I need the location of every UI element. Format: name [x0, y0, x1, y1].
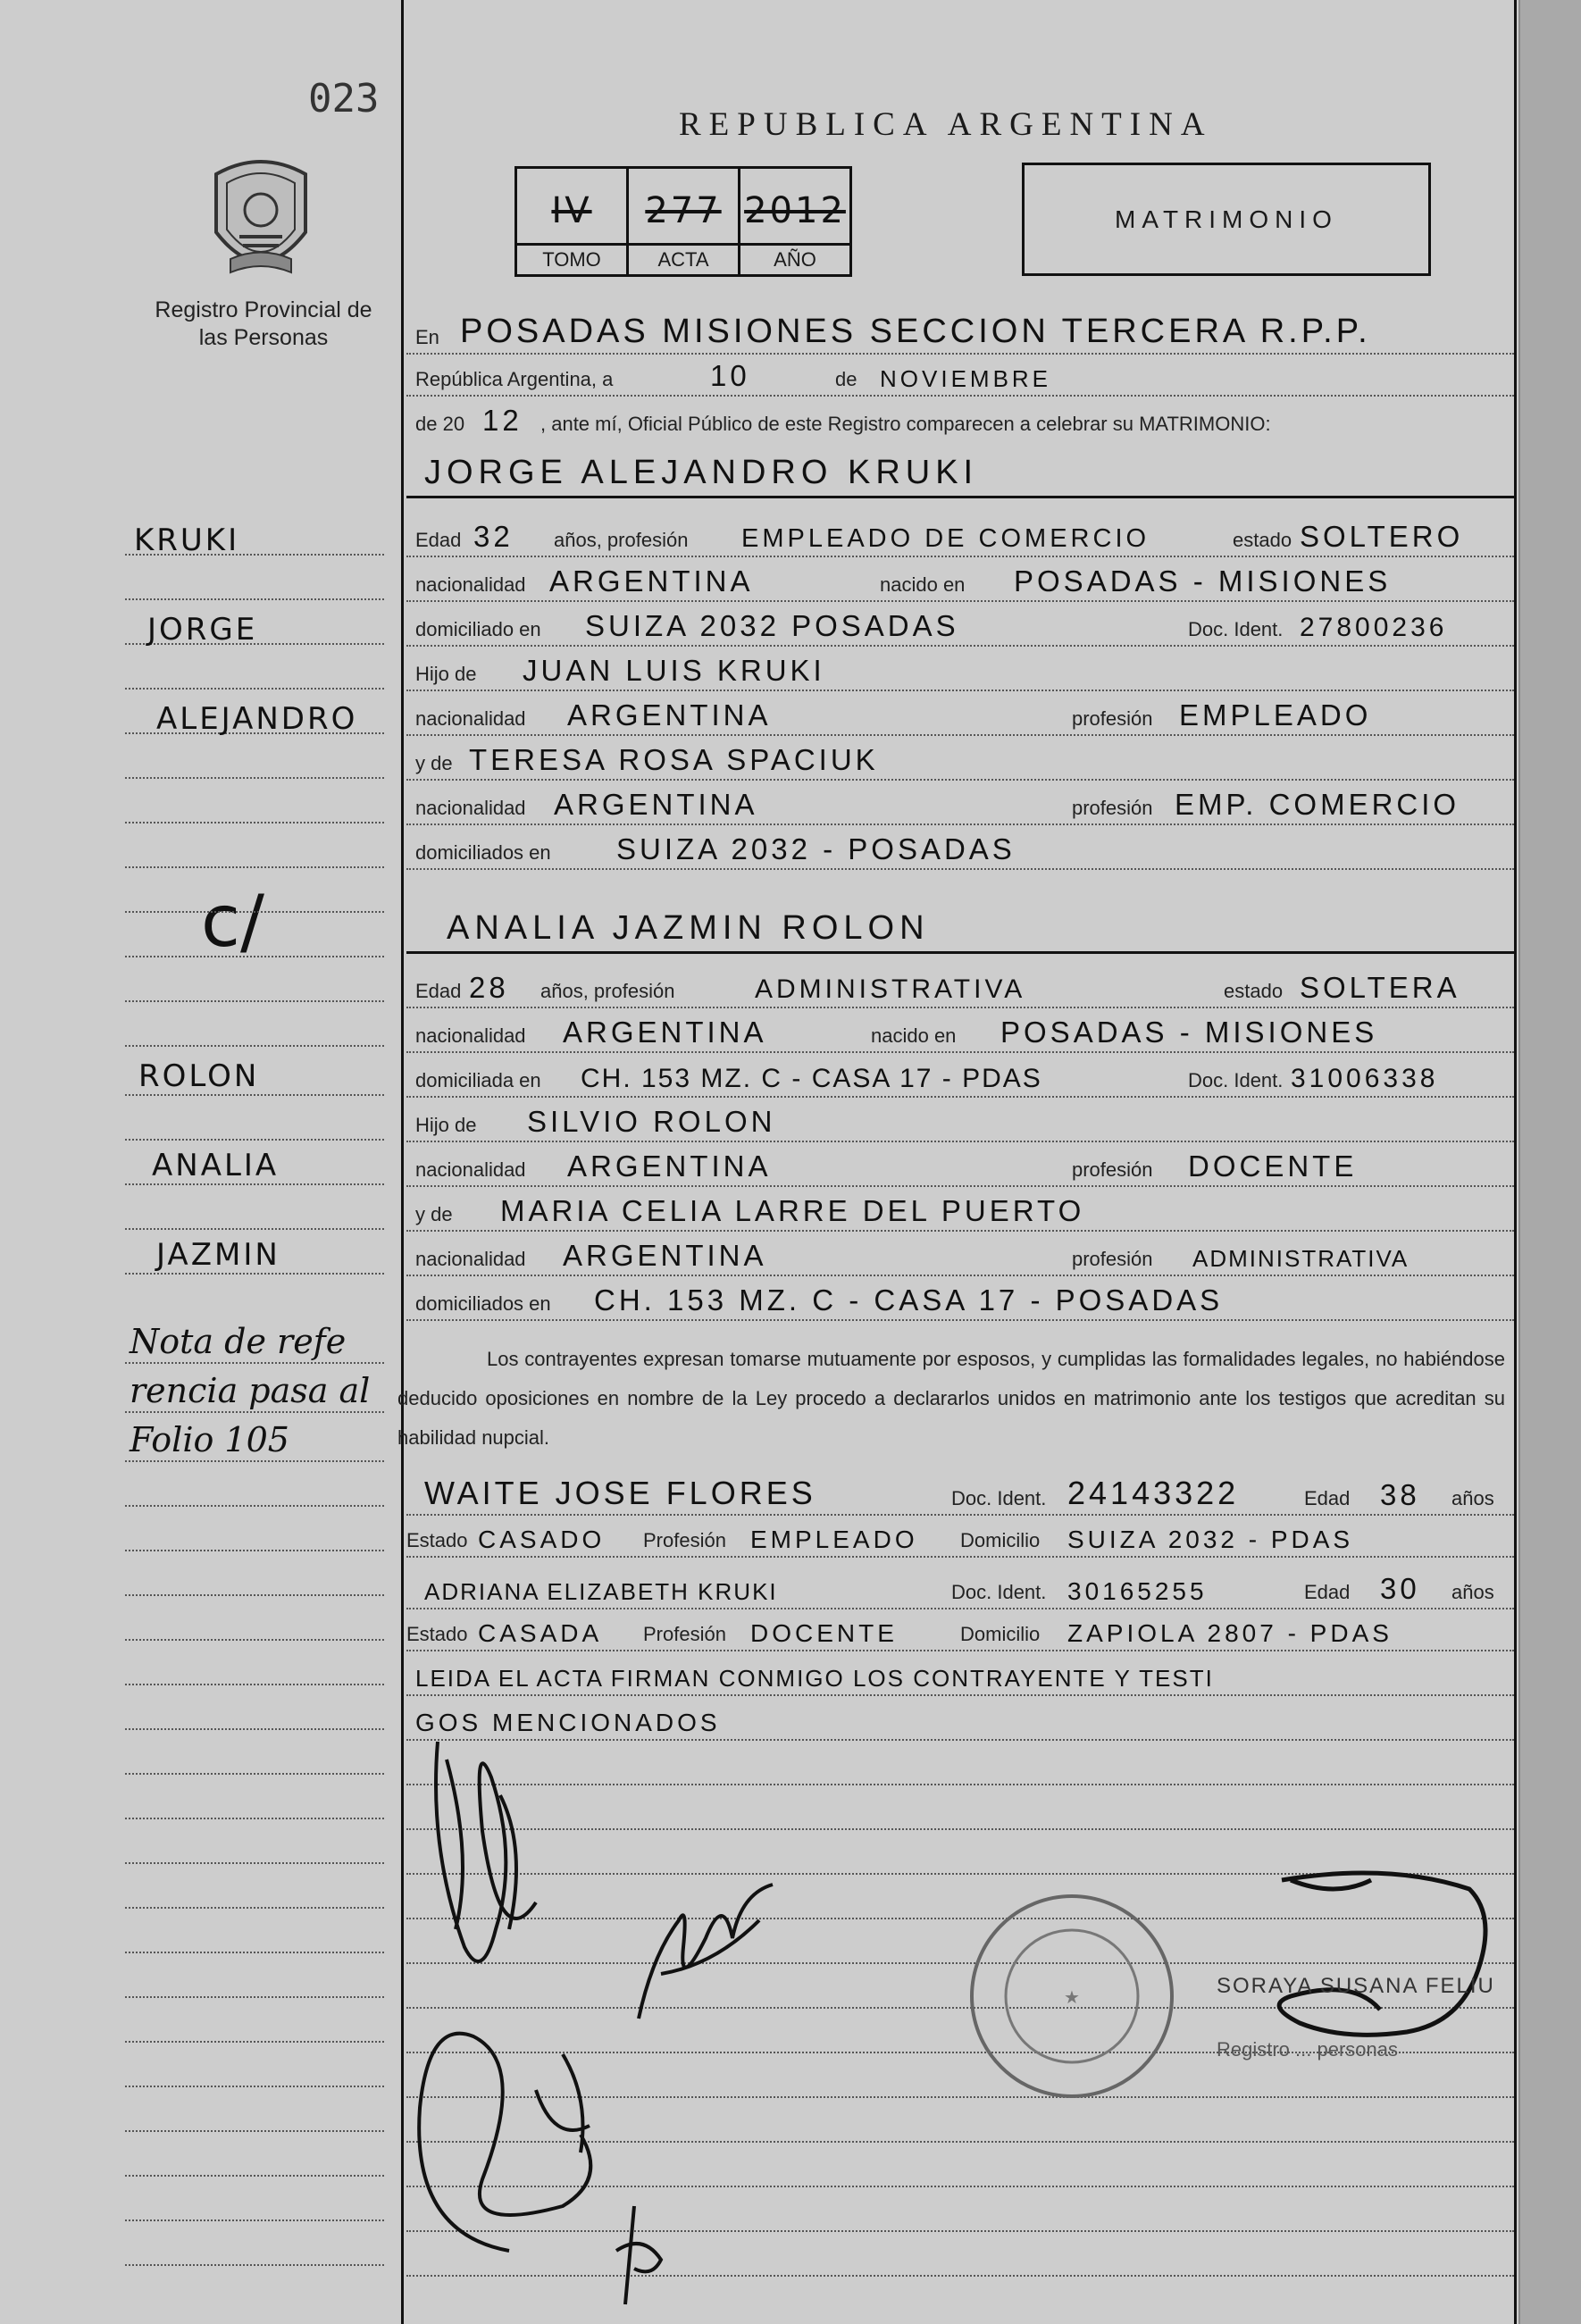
margin-line	[125, 1000, 384, 1002]
month-value: NOVIEMBRE	[880, 365, 1052, 392]
anio-label: AÑO	[740, 243, 849, 274]
margin-line	[125, 1684, 384, 1685]
bride-parents-address: CH. 153 MZ. C - CASA 17 - POSADAS	[594, 1283, 1224, 1317]
groom-name-row	[406, 442, 1514, 498]
margin-line	[125, 1952, 384, 1953]
margin-line	[125, 1045, 384, 1047]
groom-parents-address-row	[406, 831, 1514, 870]
domicilio-label: Domicilio	[960, 1623, 1041, 1645]
groom-address-row	[406, 607, 1514, 647]
bride-father-nat-row	[406, 1148, 1514, 1187]
groom-father-nationality: ARGENTINA	[567, 698, 772, 731]
place-row	[406, 308, 1514, 355]
profesion-label: años, profesión	[540, 980, 675, 1002]
witness-2-profession: DOCENTE	[750, 1619, 898, 1647]
officer-signature	[1210, 1844, 1496, 2059]
sheet-number: 023	[308, 76, 380, 121]
profesion-label: profesión	[1072, 1158, 1153, 1181]
nacionalidad-label: nacionalidad	[415, 1158, 526, 1181]
year-value: 12	[482, 404, 523, 437]
anio-value: 2012	[744, 190, 846, 231]
margin-line	[125, 1139, 384, 1141]
margin-line	[125, 1550, 384, 1551]
tomo-cell	[517, 169, 629, 274]
bride-address: CH. 153 MZ. C - CASA 17 - PDAS	[581, 1064, 1042, 1093]
witness-1-row	[406, 1469, 1514, 1516]
province-seal-icon	[204, 156, 318, 281]
note-line-3: Folio 105	[130, 1420, 289, 1459]
margin-line	[125, 911, 384, 913]
witness-2-details-row	[406, 1612, 1514, 1651]
bride-father: SILVIO ROLON	[527, 1105, 776, 1138]
bride-name-1: ANALIA	[152, 1148, 280, 1183]
groom-name-2: ALEJANDRO	[156, 701, 358, 737]
groom-full-name: JORGE ALEJANDRO KRUKI	[424, 454, 979, 491]
witness-1-profession: EMPLEADO	[750, 1526, 918, 1553]
domiciliado-label: domiciliado en	[415, 618, 541, 640]
hijo-label: Hijo de	[415, 663, 477, 685]
margin-line	[125, 1362, 384, 1364]
act-type-box: MATRIMONIO	[1022, 163, 1431, 276]
domiciliada-label: domiciliada en	[415, 1069, 541, 1091]
margin-line	[125, 1728, 384, 1730]
act-number-box	[514, 166, 852, 277]
edad-label: Edad	[415, 529, 462, 551]
page-edge	[1518, 0, 1581, 2324]
bride-doc: 31006338	[1291, 1064, 1439, 1093]
closing-text-2: GOS MENCIONADOS	[415, 1709, 721, 1736]
domiciliados-label: domiciliados en	[415, 841, 551, 864]
tomo-label: TOMO	[517, 243, 626, 274]
estado-label: Estado	[406, 1529, 468, 1551]
doc-label: Doc. Ident.	[1188, 1069, 1284, 1091]
margin-line	[125, 1228, 384, 1230]
bride-civil-status: SOLTERA	[1300, 971, 1460, 1004]
groom-father-nat-row	[406, 697, 1514, 736]
profesion-label: profesión	[1072, 707, 1153, 730]
note-line-2: rencia pasa al	[130, 1371, 371, 1410]
margin-line	[125, 866, 384, 868]
declaration-text: Los contrayentes expresan tomarse mutuamente por esposos, y cumplidas las formalidades legales, no habiéndose deducido oposiciones en nombre de la Ley procedo a declararlos unidos en matrimonio ante los testigos que acreditan su habilidad nupcial.	[397, 1348, 1505, 1449]
closing-text-1: LEIDA EL ACTA FIRMAN CONMIGO LOS CONTRAYENTE Y TESTI	[415, 1665, 1214, 1692]
blank-row	[406, 1746, 1514, 1785]
bride-name-2: JAZMIN	[156, 1237, 280, 1273]
groom-age-row	[406, 518, 1514, 557]
groom-mother-profession: EMP. COMERCIO	[1175, 788, 1460, 821]
official-stamp-icon	[965, 1889, 1179, 2103]
witness-1-address: SUIZA 2032 - PDAS	[1067, 1526, 1354, 1553]
groom-surname: KRUKI	[134, 522, 240, 558]
separator-mark: c/	[201, 880, 264, 963]
acta-value: 277	[645, 190, 722, 231]
witness-1-civil-status: CASADO	[478, 1526, 606, 1553]
country-title: REPUBLICA ARGENTINA	[679, 106, 1213, 143]
bride-mother-profession: ADMINISTRATIVA	[1192, 1245, 1410, 1272]
anio-cell	[740, 169, 849, 274]
bride-father-row	[406, 1103, 1514, 1142]
groom-birthplace: POSADAS - MISIONES	[1014, 564, 1392, 598]
edad-label: Edad	[1304, 1487, 1351, 1509]
bride-age-row	[406, 969, 1514, 1008]
initials-mark	[607, 2197, 679, 2313]
witness-2-doc: 30165255	[1067, 1577, 1208, 1605]
bride-mother-nat-row	[406, 1237, 1514, 1276]
profesion-label: Profesión	[643, 1529, 726, 1551]
right-border	[1514, 0, 1517, 2324]
bride-surname: ROLON	[138, 1058, 260, 1094]
witness-2-civil-status: CASADA	[478, 1619, 603, 1647]
hijo-label: Hijo de	[415, 1114, 477, 1136]
note-line-1: Nota de refe	[130, 1322, 347, 1361]
nacionalidad-label: nacionalidad	[415, 573, 526, 596]
margin-line	[125, 2130, 384, 2132]
margin-line	[125, 1460, 384, 1462]
margin-line	[125, 1907, 384, 1909]
profesion-label: profesión	[1072, 797, 1153, 819]
acta-label: ACTA	[629, 243, 738, 274]
doc-label: Doc. Ident.	[1188, 618, 1284, 640]
de-label: de	[835, 368, 857, 390]
witness-2-row	[406, 1563, 1514, 1609]
groom-nationality-row	[406, 563, 1514, 602]
groom-father: JUAN LUIS KRUKI	[523, 654, 825, 687]
margin-divider	[401, 0, 404, 2324]
domiciliados-label: domiciliados en	[415, 1292, 551, 1315]
closing-row-2	[406, 1701, 1514, 1741]
groom-mother-nationality: ARGENTINA	[554, 788, 758, 821]
profesion-label: Profesión	[643, 1623, 726, 1645]
groom-father-profession: EMPLEADO	[1179, 698, 1372, 731]
day-value: 10	[710, 359, 750, 392]
doc-label: Doc. Ident.	[951, 1581, 1047, 1603]
groom-profession: EMPLEADO DE COMERCIO	[741, 524, 1150, 553]
groom-doc: 27800236	[1300, 613, 1448, 642]
witness-2-name: ADRIANA ELIZABETH KRUKI	[424, 1578, 778, 1605]
groom-mother-nat-row	[406, 786, 1514, 825]
groom-signature	[411, 1724, 554, 1992]
margin-line	[125, 1639, 384, 1641]
margin-line	[125, 2041, 384, 2043]
bride-full-name: ANALIA JAZMIN ROLON	[447, 909, 930, 947]
year-label: de 20	[415, 413, 465, 435]
bride-address-row	[406, 1058, 1514, 1098]
groom-address: SUIZA 2032 POSADAS	[585, 609, 959, 642]
margin-line	[125, 1505, 384, 1507]
yde-label: y de	[415, 752, 453, 774]
margin-line	[125, 1094, 384, 1096]
country-label: República Argentina, a	[415, 368, 614, 390]
witness-1-details-row	[406, 1518, 1514, 1558]
margin-line	[125, 1183, 384, 1185]
margin-line	[125, 1818, 384, 1819]
nacionalidad-label: nacionalidad	[415, 797, 526, 819]
profesion-label: profesión	[1072, 1248, 1153, 1270]
bride-nationality: ARGENTINA	[563, 1016, 767, 1049]
groom-father-row	[406, 652, 1514, 691]
margin-line	[125, 1411, 384, 1413]
margin-line	[125, 1996, 384, 1998]
nacionalidad-label: nacionalidad	[415, 707, 526, 730]
nacionalidad-label: nacionalidad	[415, 1024, 526, 1047]
date-row	[406, 357, 1514, 397]
year-row	[406, 402, 1514, 439]
tomo-value: IV	[551, 190, 592, 231]
margin-line	[125, 598, 384, 600]
nacido-label: nacido en	[871, 1024, 957, 1047]
witness-1-doc: 24143322	[1067, 1475, 1240, 1511]
bride-nationality-row	[406, 1014, 1514, 1053]
groom-nationality: ARGENTINA	[549, 564, 754, 598]
margin-line	[125, 2086, 384, 2087]
margin-line	[125, 1594, 384, 1596]
officer-name: SORAYA SUSANA FELIU	[1217, 1974, 1495, 1998]
appear-text: , ante mí, Oficial Público de este Registro comparecen a celebrar su MATRIMONIO:	[540, 413, 1271, 435]
anos-label: años	[1451, 1581, 1494, 1603]
groom-parents-address: SUIZA 2032 - POSADAS	[616, 832, 1016, 865]
officer-title: Registro ... personas	[1217, 2038, 1398, 2061]
anos-label: años	[1451, 1487, 1494, 1509]
domicilio-label: Domicilio	[960, 1529, 1041, 1551]
bride-mother-row	[406, 1192, 1514, 1232]
edad-label: Edad	[1304, 1581, 1351, 1603]
profesion-label: años, profesión	[554, 529, 689, 551]
margin-line	[125, 1773, 384, 1775]
blank-row	[406, 1791, 1514, 1830]
registry-name: Registro Provincial de las Personas	[155, 297, 372, 350]
groom-name-1: JORGE	[147, 612, 258, 648]
svg-text:★: ★	[1064, 1988, 1080, 2008]
margin-line	[125, 688, 384, 690]
closing-row-1	[406, 1657, 1514, 1696]
place-value: POSADAS MISIONES SECCION TERCERA R.P.P.	[460, 313, 1371, 350]
bride-age: 28	[469, 971, 509, 1004]
margin-line	[125, 2220, 384, 2221]
witness-2-address: ZAPIOLA 2807 - PDAS	[1067, 1619, 1393, 1647]
margin-line	[125, 822, 384, 823]
estado-label: estado	[1233, 529, 1292, 551]
estado-label: Estado	[406, 1623, 468, 1645]
estado-label: estado	[1224, 980, 1284, 1002]
bride-mother: MARIA CELIA LARRE DEL PUERTO	[500, 1194, 1085, 1227]
doc-label: Doc. Ident.	[951, 1487, 1047, 1509]
bride-mother-nationality: ARGENTINA	[563, 1239, 767, 1272]
edad-label: Edad	[415, 980, 462, 1002]
acta-cell	[629, 169, 740, 274]
bride-birthplace: POSADAS - MISIONES	[1000, 1016, 1378, 1049]
groom-civil-status: SOLTERO	[1300, 520, 1464, 553]
margin-line	[125, 2264, 384, 2266]
bride-profession: ADMINISTRATIVA	[755, 974, 1026, 1004]
margin-line	[125, 1273, 384, 1275]
nacido-label: nacido en	[880, 573, 966, 596]
yde-label: y de	[415, 1203, 453, 1225]
margin-line	[125, 777, 384, 779]
groom-mother-row	[406, 741, 1514, 781]
bride-father-profession: DOCENTE	[1188, 1149, 1358, 1183]
margin-line	[125, 956, 384, 957]
bride-parents-address-row	[406, 1282, 1514, 1321]
margin-line	[125, 2175, 384, 2177]
groom-mother: TERESA ROSA SPACIUK	[469, 743, 879, 776]
witness-1-name: WAITE JOSE FLORES	[424, 1475, 816, 1511]
bride-father-nationality: ARGENTINA	[567, 1149, 772, 1183]
en-label: En	[415, 326, 439, 348]
witness-1-age: 38	[1380, 1478, 1420, 1511]
margin-line	[125, 1862, 384, 1864]
groom-age: 32	[473, 520, 514, 553]
witness-2-age: 30	[1380, 1572, 1420, 1605]
bride-name-row	[406, 884, 1514, 954]
nacionalidad-label: nacionalidad	[415, 1248, 526, 1270]
